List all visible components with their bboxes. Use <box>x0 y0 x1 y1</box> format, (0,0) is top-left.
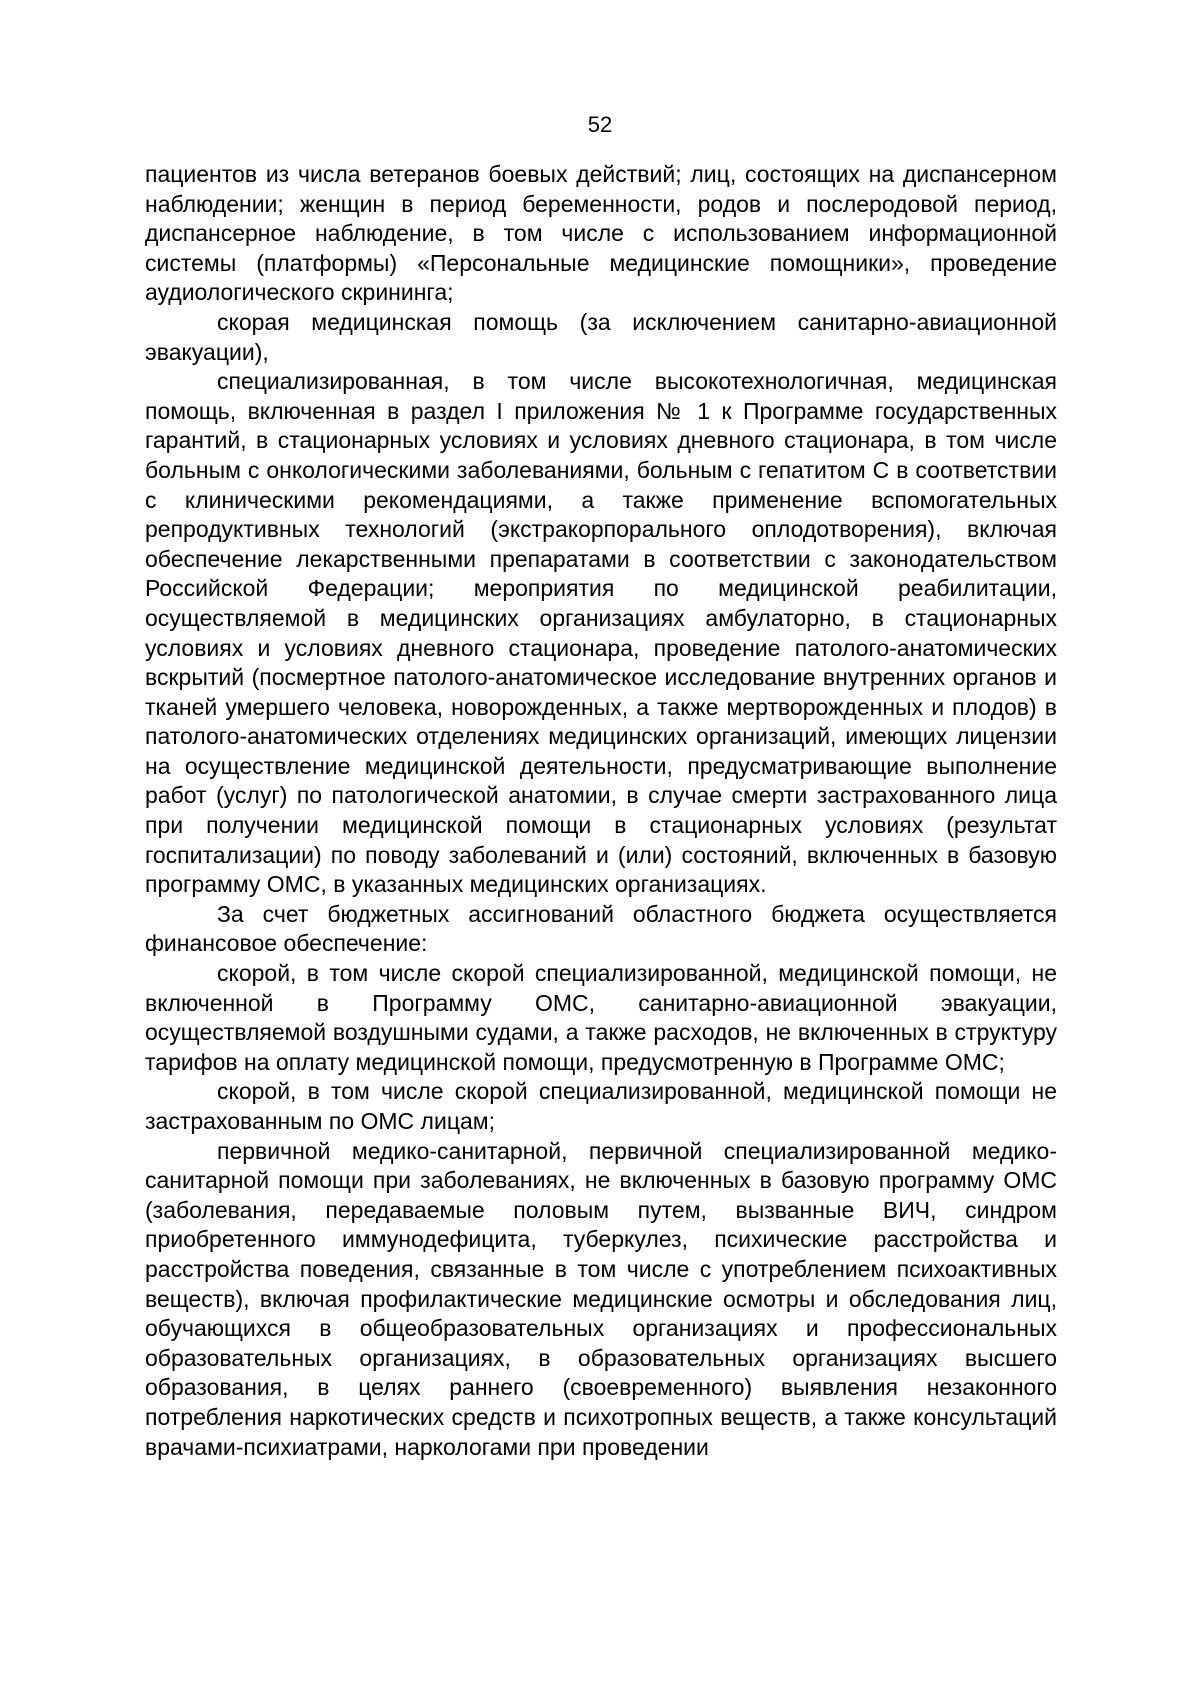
page-number: 52 <box>587 112 613 137</box>
paragraph-3: специализированная, в том числе высокотехнологичная, медицинская помощь, включенная в раздел I приложения № 1 к Программе государственных гарантий, в стационарных условиях и условиях дневного стационара, в том числе больным с онкологическими заболеваниями, больным с гепатитом С в соответствии с клиническими рекомендациями, а также применение вспомогательных репродуктивных технологий (экстракорпорального оплодотворения), включая обеспечение лекарственными препаратами в соответствии с законодательством Российской Федерации; мероприятия по медицинской реабилитации, осуществляемой в медицинских организациях амбулаторно, в стационарных условиях и условиях дневного стационара, проведение патолого-анатомических вскрытий (посмертное патолого-анатомическое исследование внутренних органов и тканей умершего человека, новорожденных, а также мертворожденных и плодов) в патолого-анатомических отделениях медицинских организаций, имеющих лицензии на осуществление медицинской деятельности, предусматривающие выполнение работ (услуг) по патологической анатомии, в случае смерти застрахованного лица при получении медицинской помощи в стационарных условиях (результат госпитализации) по поводу заболеваний и (или) состояний, включенных в базовую программу ОМС, в указанных медицинских организациях. <box>145 368 1057 898</box>
paragraph-7: первичной медико-санитарной, первичной специализированной медико-санитарной помощи при заболеваниях, не включенных в базовую программу ОМС (заболевания, передаваемые половым путем, вызванные ВИЧ, синдром приобретенного иммунодефицита, туберкулез, психические расстройства и расстройства поведения, связанные в том числе с употреблением психоактивных веществ), включая профилактические медицинские осмотры и обследования лиц, обучающихся в общеобразовательных организациях и профессиональных образовательных организациях, в образовательных организациях высшего образования, в целях раннего (своевременного) выявления незаконного потребления наркотических средств и психотропных веществ, а также консультаций врачами-психиатрами, наркологами при проведении <box>145 1137 1057 1460</box>
paragraph-2: скорая медицинская помощь (за исключением санитарно-авиационной эвакуации), <box>145 308 1057 365</box>
document-body <box>145 160 1057 1462</box>
paragraph-5: скорой, в том числе скорой специализированной, медицинской помощи, не включенной в Программу ОМС, санитарно-авиационной эвакуации, осуществляемой воздушными судами, а также расходов, не включенных в структуру тарифов на оплату медицинской помощи, предусмотренную в Программе ОМС; <box>145 960 1057 1075</box>
paragraph-6: скорой, в том числе скорой специализированной, медицинской помощи не застрахованным по ОМС лицам; <box>145 1078 1057 1134</box>
paragraph-1: пациентов из числа ветеранов боевых действий; лиц, состоящих на диспансерном наблюдении; женщин в период беременности, родов и послеродовой период, диспансерное наблюдение, в том числе с использованием информационной системы (платформы) «Персональные медицинские помощники», проведение аудиологического скрининга; <box>145 161 1057 306</box>
paragraph-4: За счет бюджетных ассигнований областного бюджета осуществляется финансовое обеспечение: <box>145 900 1057 957</box>
